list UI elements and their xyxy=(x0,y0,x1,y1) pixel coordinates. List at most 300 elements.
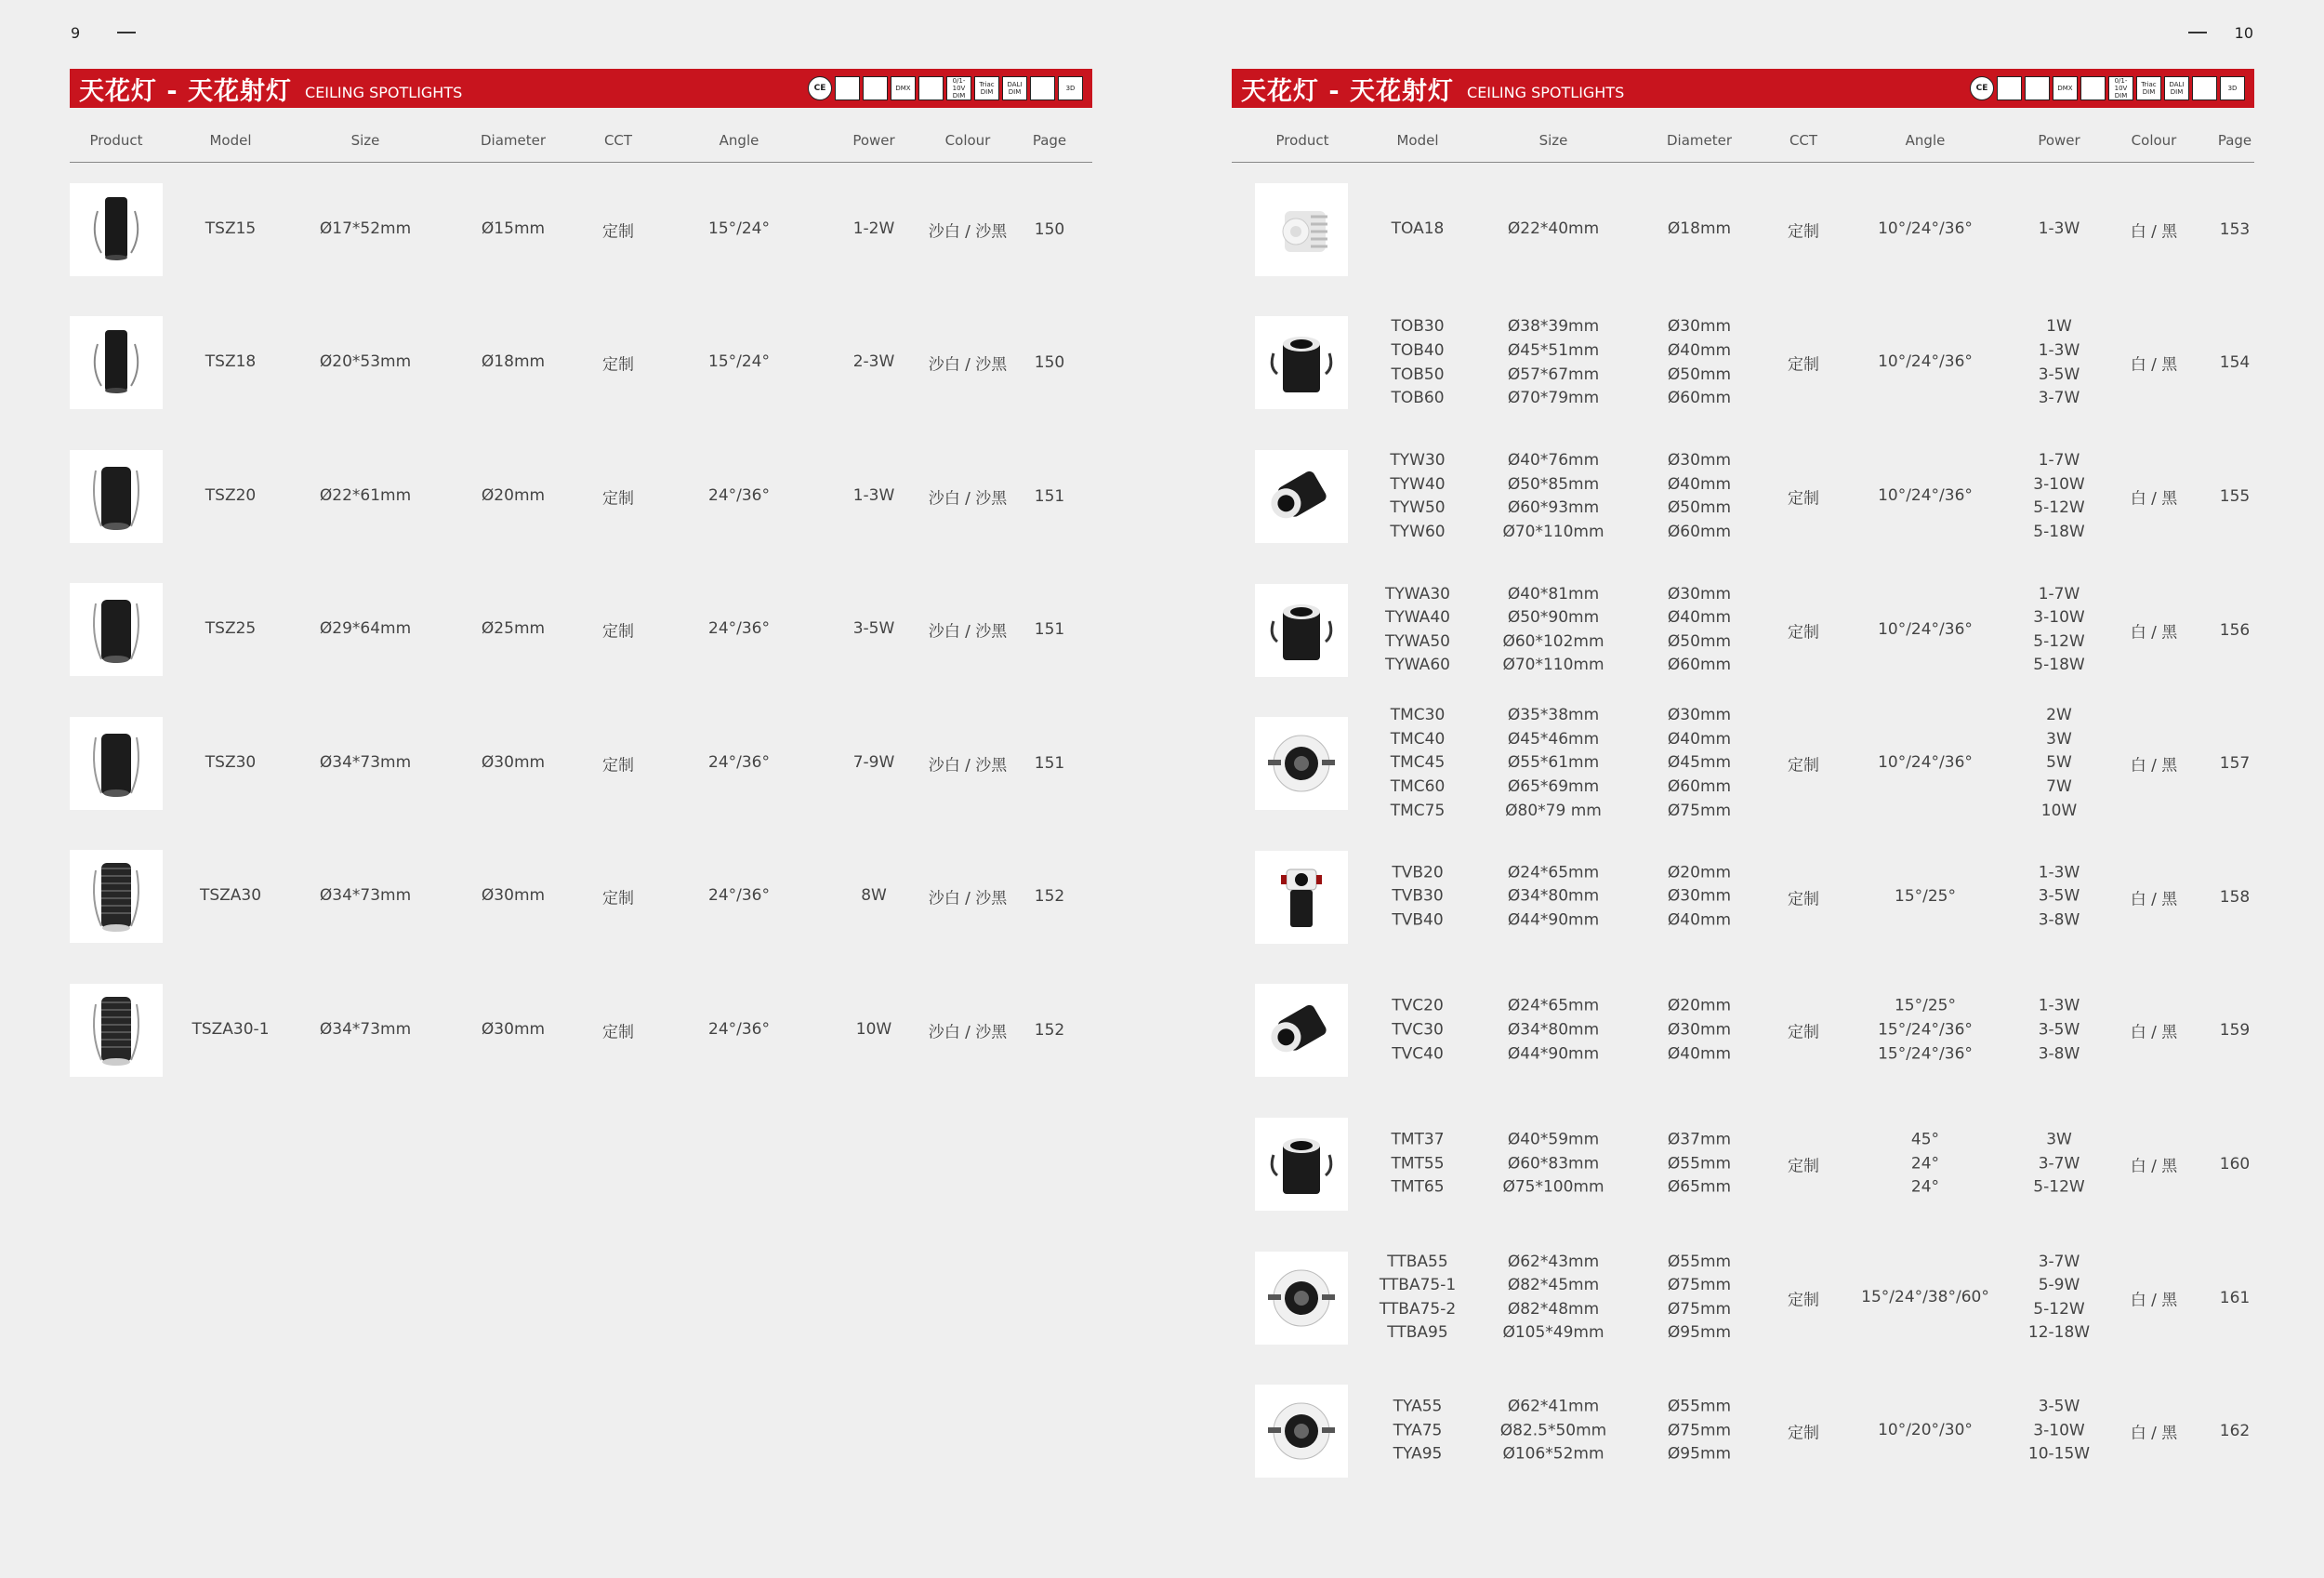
cell-power xyxy=(861,884,887,908)
cell-angle xyxy=(708,351,770,375)
cell-diameter xyxy=(1668,315,1731,410)
cell-angle-line: 24°/36° xyxy=(708,886,770,906)
column-header-model: Model xyxy=(209,132,252,149)
cell-power-line: 1-3W xyxy=(852,485,895,505)
cell-size-line: Ø34*80mm xyxy=(1507,886,1600,906)
cell-angle xyxy=(1878,1419,1973,1443)
cell-diameter-line: Ø75mm xyxy=(1667,1299,1732,1319)
cell-angle xyxy=(1878,995,1973,1067)
section-banner xyxy=(70,69,1092,108)
cell-cct: 定制 xyxy=(1788,623,1819,643)
cell-angle-line: 24° xyxy=(1910,1154,1940,1174)
cell-model-line: TVC40 xyxy=(1392,1044,1444,1064)
column-header-page: Page xyxy=(1032,132,1067,149)
cell-page: 156 xyxy=(2219,620,2251,640)
cell-angle-line: 10°/20°/30° xyxy=(1878,1421,1973,1440)
cell-power-line: 3-5W xyxy=(852,619,895,639)
cell-colour: 沙白 / 沙黑 xyxy=(928,222,1008,242)
cell-power-line: 10-15W xyxy=(2027,1444,2091,1464)
table-row xyxy=(70,963,1092,1097)
cell-size xyxy=(1508,218,1599,242)
cell-diameter-line: Ø18mm xyxy=(481,352,546,372)
cell-power-line: 2W xyxy=(2046,706,2072,725)
cell-size xyxy=(320,218,411,242)
cell-angle xyxy=(708,1018,770,1042)
cell-power-line: 5-18W xyxy=(2033,522,2085,541)
page-number-left: 9 xyxy=(71,24,81,42)
cell-diameter xyxy=(1668,218,1731,242)
cell-power-line: 3W xyxy=(2046,1130,2072,1149)
cell-size-line: Ø65*69mm xyxy=(1507,776,1600,796)
cell-page: 152 xyxy=(1034,1020,1065,1040)
cell-diameter-line: Ø45mm xyxy=(1667,753,1732,773)
cell-diameter xyxy=(1668,704,1731,823)
cell-cct: 定制 xyxy=(602,889,634,908)
white-finned-spotlight-icon xyxy=(1255,183,1348,276)
certification-badges xyxy=(808,76,1083,100)
table-row xyxy=(70,297,1092,431)
cell-size-line: Ø22*61mm xyxy=(319,485,412,505)
column-header-product: Product xyxy=(1275,132,1329,149)
cell-model-line: TYWA50 xyxy=(1385,631,1450,651)
cell-diameter xyxy=(482,751,545,776)
cell-size-line: Ø60*93mm xyxy=(1507,497,1600,517)
cell-page: 154 xyxy=(2219,353,2251,373)
cell-power-line: 5-12W xyxy=(2033,1177,2085,1197)
cell-page: 158 xyxy=(2219,887,2251,907)
certification-badges xyxy=(1970,76,2245,100)
cell-power xyxy=(2039,218,2080,242)
cell-page: 151 xyxy=(1034,486,1065,506)
cell-size-line: Ø34*73mm xyxy=(319,752,412,772)
cell-diameter xyxy=(1668,1129,1731,1200)
column-header-diameter: Diameter xyxy=(1666,132,1733,149)
table-row xyxy=(1232,163,2254,297)
cell-diameter-line: Ø60mm xyxy=(1667,388,1732,407)
cell-size-line: Ø60*83mm xyxy=(1507,1154,1600,1174)
cell-diameter-line: Ø50mm xyxy=(1667,497,1732,517)
cell-power-line: 3-8W xyxy=(2038,1044,2080,1064)
cell-power-line: 5W xyxy=(2046,753,2072,773)
badge-icon-6: Triac DIM xyxy=(974,76,999,100)
cell-model-line: TYA75 xyxy=(1393,1421,1443,1440)
column-header-diameter: Diameter xyxy=(480,132,547,149)
cell-size-line: Ø70*79mm xyxy=(1507,388,1600,407)
cell-power-line: 3-8W xyxy=(2038,910,2080,930)
cell-diameter-line: Ø65mm xyxy=(1667,1177,1732,1197)
cell-model-line: TVB30 xyxy=(1392,886,1444,906)
cell-angle xyxy=(708,617,770,642)
cell-angle xyxy=(708,884,770,908)
cell-diameter-line: Ø40mm xyxy=(1667,1044,1732,1064)
cell-diameter-line: Ø20mm xyxy=(481,485,546,505)
cell-power-line: 3-7W xyxy=(2038,1252,2080,1271)
cell-colour: 白 / 黑 xyxy=(2130,222,2178,242)
cell-size-line: Ø70*110mm xyxy=(1502,656,1604,675)
cell-size-line: Ø60*102mm xyxy=(1502,631,1604,651)
table-header xyxy=(1232,115,2254,163)
badge-icon-5: 0/1-10V DIM xyxy=(946,76,971,100)
badge-icon-5: 0/1-10V DIM xyxy=(2108,76,2133,100)
cell-diameter-line: Ø30mm xyxy=(1667,706,1732,725)
cell-angle xyxy=(1878,751,1973,776)
cell-diameter-line: Ø95mm xyxy=(1667,1323,1732,1343)
cell-diameter-line: Ø75mm xyxy=(1667,801,1732,820)
cell-power xyxy=(853,751,895,776)
cell-size-line: Ø82*45mm xyxy=(1507,1275,1600,1294)
cell-cct: 定制 xyxy=(1788,890,1819,909)
cell-size xyxy=(1502,582,1604,677)
cell-model-line: TMC40 xyxy=(1390,729,1446,749)
cell-size xyxy=(320,484,411,509)
cell-colour: 白 / 黑 xyxy=(2130,489,2178,509)
table-row xyxy=(70,430,1092,564)
page-dash-left xyxy=(117,32,136,33)
cell-power-line: 7W xyxy=(2046,776,2072,796)
cell-power xyxy=(856,1018,891,1042)
cell-power xyxy=(853,351,895,375)
cell-model-line: TVB40 xyxy=(1392,910,1444,930)
cell-power-line: 3-7W xyxy=(2038,1154,2080,1174)
cell-diameter-line: Ø40mm xyxy=(1667,474,1732,494)
cell-angle-line: 15°/24°/36° xyxy=(1878,1044,1973,1064)
black-spotlight-with-clips-icon xyxy=(70,183,163,276)
cell-power xyxy=(2039,995,2080,1067)
cell-size-line: Ø82.5*50mm xyxy=(1499,1421,1607,1440)
cell-diameter xyxy=(1668,1250,1731,1345)
cell-size-line: Ø62*43mm xyxy=(1507,1252,1600,1271)
cell-model-line: TYWA40 xyxy=(1385,607,1450,627)
cell-colour: 沙白 / 沙黑 xyxy=(928,756,1008,776)
cell-angle-line: 15°/24°/36° xyxy=(1878,1020,1973,1040)
cell-diameter xyxy=(482,884,545,908)
cell-size-line: Ø34*73mm xyxy=(319,1019,412,1039)
cell-model xyxy=(1393,1396,1443,1467)
table-row xyxy=(1232,830,2254,964)
cell-page: 151 xyxy=(1034,620,1065,640)
cell-size-line: Ø17*52mm xyxy=(319,219,412,238)
cell-model-line: TYW60 xyxy=(1390,522,1446,541)
table-row xyxy=(1232,564,2254,697)
cell-colour: 白 / 黑 xyxy=(2130,890,2178,909)
cell-model xyxy=(1392,218,1445,242)
badge-icon-7: DALI DIM xyxy=(1002,76,1027,100)
column-header-size: Size xyxy=(1538,132,1568,149)
cell-diameter xyxy=(1668,1396,1731,1467)
cell-angle-line: 15°/24° xyxy=(708,352,770,372)
cell-diameter xyxy=(482,351,545,375)
cell-diameter xyxy=(1668,449,1731,544)
cell-size-line: Ø35*38mm xyxy=(1507,706,1600,725)
cell-power xyxy=(853,218,895,242)
cell-model-line: TYWA30 xyxy=(1385,584,1450,603)
cell-angle xyxy=(1861,1286,1989,1310)
table-row xyxy=(70,564,1092,697)
black-cylinder-spotlight-icon xyxy=(70,717,163,810)
cell-diameter-line: Ø30mm xyxy=(481,1019,546,1039)
cell-cct: 定制 xyxy=(1788,1291,1819,1310)
cell-model xyxy=(1392,995,1444,1067)
badge-icon-7: DALI DIM xyxy=(2164,76,2189,100)
cell-model-line: TVC30 xyxy=(1392,1020,1444,1040)
cell-diameter xyxy=(1668,582,1731,677)
cell-power xyxy=(2033,449,2084,544)
cell-diameter-line: Ø20mm xyxy=(1667,996,1732,1015)
cell-model-line: TTBA95 xyxy=(1387,1323,1448,1343)
cell-model-line: TYW50 xyxy=(1390,497,1446,517)
cell-size-line: Ø40*81mm xyxy=(1507,584,1600,603)
cell-diameter xyxy=(482,617,545,642)
column-header-model: Model xyxy=(1396,132,1439,149)
badge-icon-3: DMX xyxy=(891,76,916,100)
cell-diameter-line: Ø55mm xyxy=(1667,1154,1732,1174)
cell-model-line: TYA95 xyxy=(1393,1444,1443,1464)
cell-size-line: Ø40*76mm xyxy=(1507,450,1600,470)
cell-cct: 定制 xyxy=(1788,1023,1819,1042)
cell-diameter-line: Ø20mm xyxy=(1667,863,1732,882)
cell-diameter xyxy=(482,218,545,242)
right-page xyxy=(1232,69,2254,1498)
cell-cct: 定制 xyxy=(1788,489,1819,509)
cell-diameter-line: Ø55mm xyxy=(1667,1252,1732,1271)
cell-diameter-line: Ø40mm xyxy=(1667,340,1732,360)
cell-size-line: Ø44*90mm xyxy=(1507,910,1600,930)
cell-angle-line: 24°/36° xyxy=(708,619,770,639)
cell-size xyxy=(320,751,411,776)
black-finned-spotlight-icon xyxy=(70,850,163,943)
banner-title-cn: 天花灯 - 天花射灯 xyxy=(1241,76,1455,106)
cell-model-line: TYA55 xyxy=(1393,1397,1443,1416)
cell-cct: 定制 xyxy=(1788,222,1819,242)
cell-diameter-line: Ø40mm xyxy=(1667,607,1732,627)
cell-model-line: TSZ18 xyxy=(205,352,257,372)
cell-size-line: Ø105*49mm xyxy=(1502,1323,1604,1343)
cell-diameter xyxy=(1668,861,1731,933)
cell-power-line: 3-7W xyxy=(2038,388,2080,407)
cell-angle-line: 10°/24°/36° xyxy=(1878,486,1973,506)
cell-angle-line: 45° xyxy=(1910,1130,1940,1149)
cell-power-line: 1-3W xyxy=(2038,219,2080,238)
cell-colour: 白 / 黑 xyxy=(2130,623,2178,643)
cell-size xyxy=(1500,1396,1606,1467)
cell-size xyxy=(1505,704,1602,823)
cell-model xyxy=(1391,704,1446,823)
cell-model-line: TMC30 xyxy=(1390,706,1446,725)
cell-model xyxy=(205,351,256,375)
cell-diameter-line: Ø30mm xyxy=(481,886,546,906)
cell-diameter-line: Ø15mm xyxy=(481,219,546,238)
cell-size-line: Ø106*52mm xyxy=(1502,1444,1604,1464)
cell-size-line: Ø44*90mm xyxy=(1507,1044,1600,1064)
table-row xyxy=(1232,1364,2254,1498)
cell-page: 162 xyxy=(2219,1422,2251,1441)
black-white-spotlight-icon xyxy=(1255,851,1348,944)
cell-size xyxy=(320,884,411,908)
cell-size-line: Ø55*61mm xyxy=(1507,753,1600,773)
cell-model-line: TSZA30 xyxy=(199,886,262,906)
cell-diameter-line: Ø18mm xyxy=(1667,219,1732,238)
cell-size xyxy=(1502,1129,1604,1200)
cell-size-line: Ø50*90mm xyxy=(1507,607,1600,627)
banner-title-en: CEILING SPOTLIGHTS xyxy=(305,84,463,101)
cell-angle-line: 10°/24°/36° xyxy=(1878,219,1973,238)
badge-icon-6: Triac DIM xyxy=(2136,76,2161,100)
cell-angle-line: 15°/24°/38°/60° xyxy=(1861,1287,1989,1306)
cell-angle xyxy=(1878,618,1973,643)
cell-angle xyxy=(1878,351,1973,376)
table-row xyxy=(1232,964,2254,1098)
cell-power xyxy=(2039,315,2080,410)
cell-size xyxy=(320,1018,411,1042)
cell-power-line: 8W xyxy=(861,886,887,906)
cell-power-line: 1-3W xyxy=(2038,863,2080,882)
cell-size-line: Ø45*51mm xyxy=(1507,340,1600,360)
column-header-cct: CCT xyxy=(603,132,633,149)
cell-size-line: Ø29*64mm xyxy=(319,619,412,639)
badge-icon-8 xyxy=(1030,76,1055,100)
cell-angle-line: 10°/24°/36° xyxy=(1878,352,1973,372)
cell-power xyxy=(2033,1129,2084,1200)
cell-size-line: Ø80*79 mm xyxy=(1505,801,1602,820)
cell-model-line: TMC60 xyxy=(1390,776,1446,796)
badge-icon-0: CE xyxy=(1970,76,1994,100)
cell-model xyxy=(205,617,256,642)
banner-title-en: CEILING SPOTLIGHTS xyxy=(1467,84,1625,101)
cell-power-line: 1-3W xyxy=(2038,340,2080,360)
black-cylinder-spotlight-icon xyxy=(70,450,163,543)
cell-angle-line: 24° xyxy=(1910,1177,1940,1197)
cell-diameter-line: Ø30mm xyxy=(1667,584,1732,603)
section-banner xyxy=(1232,69,2254,108)
cell-power-line: 5-18W xyxy=(2033,656,2085,675)
cell-size xyxy=(1508,861,1599,933)
cell-size-line: Ø24*65mm xyxy=(1507,863,1600,882)
table-row xyxy=(1232,430,2254,564)
cell-diameter-line: Ø60mm xyxy=(1667,656,1732,675)
cell-page: 150 xyxy=(1034,219,1065,239)
cell-size-line: Ø62*41mm xyxy=(1507,1397,1600,1416)
cell-power-line: 3-10W xyxy=(2033,607,2085,627)
cell-colour: 沙白 / 沙黑 xyxy=(928,889,1008,908)
column-header-product: Product xyxy=(89,132,143,149)
badge-icon-1 xyxy=(835,76,860,100)
black-spotlight-with-clips-icon xyxy=(70,316,163,409)
cell-model-line: TOB30 xyxy=(1391,317,1445,337)
cell-model-line: TYW40 xyxy=(1390,474,1446,494)
cell-model-line: TSZ15 xyxy=(205,219,257,238)
badge-icon-4 xyxy=(918,76,944,100)
cell-page: 152 xyxy=(1034,887,1065,907)
cell-diameter-line: Ø50mm xyxy=(1667,631,1732,651)
badge-icon-4 xyxy=(2080,76,2106,100)
cell-size xyxy=(320,351,411,375)
cell-model-line: TOB50 xyxy=(1391,365,1445,384)
cell-cct: 定制 xyxy=(1788,1424,1819,1443)
cell-power xyxy=(2028,1396,2090,1467)
cell-size-line: Ø34*73mm xyxy=(319,886,412,906)
cell-size-line: Ø70*110mm xyxy=(1502,522,1604,541)
cell-diameter-line: Ø40mm xyxy=(1667,910,1732,930)
cell-cct: 定制 xyxy=(1788,756,1819,776)
cell-size-line: Ø22*40mm xyxy=(1507,219,1600,238)
column-header-page: Page xyxy=(2217,132,2252,149)
cell-cct: 定制 xyxy=(602,756,634,776)
cell-model xyxy=(1390,449,1445,544)
cell-colour: 白 / 黑 xyxy=(2130,1424,2178,1443)
cell-power xyxy=(2041,704,2077,823)
cell-power-line: 10W xyxy=(855,1019,892,1039)
table-row xyxy=(1232,1097,2254,1231)
cell-size-line: Ø38*39mm xyxy=(1507,317,1600,337)
badge-icon-2 xyxy=(2025,76,2050,100)
cell-power-line: 3-5W xyxy=(2038,365,2080,384)
column-header-power: Power xyxy=(852,132,895,149)
cell-page: 150 xyxy=(1034,353,1065,373)
badge-icon-9: 3D xyxy=(1058,76,1083,100)
cell-cct: 定制 xyxy=(602,1023,634,1042)
cell-model xyxy=(205,484,256,509)
cell-size xyxy=(1508,315,1599,410)
cell-page: 159 xyxy=(2219,1021,2251,1041)
cell-angle-line: 10°/24°/36° xyxy=(1878,753,1973,773)
cell-model-line: TOA18 xyxy=(1391,219,1445,238)
cell-size-line: Ø20*53mm xyxy=(319,352,412,372)
cell-page: 161 xyxy=(2219,1288,2251,1307)
cell-colour: 白 / 黑 xyxy=(2130,1157,2178,1176)
cell-power-line: 3-5W xyxy=(2038,1020,2080,1040)
page-dash-right xyxy=(2188,32,2207,33)
cell-page: 153 xyxy=(2219,219,2251,239)
cell-diameter-line: Ø95mm xyxy=(1667,1444,1732,1464)
cell-power xyxy=(2028,1250,2090,1345)
cell-model xyxy=(1391,315,1444,410)
cell-model xyxy=(1385,582,1450,677)
page-number-right: 10 xyxy=(2234,24,2253,42)
cell-model xyxy=(205,218,256,242)
badge-icon-3: DMX xyxy=(2053,76,2078,100)
cell-power-line: 12-18W xyxy=(2027,1323,2091,1343)
table-header xyxy=(70,115,1092,163)
column-header-power: Power xyxy=(2038,132,2080,149)
cell-diameter xyxy=(482,1018,545,1042)
cell-power-line: 2-3W xyxy=(852,352,895,372)
cell-angle-line: 15°/25° xyxy=(1894,996,1956,1015)
cell-diameter-line: Ø30mm xyxy=(1667,886,1732,906)
cell-power xyxy=(2039,861,2080,933)
cell-power-line: 7-9W xyxy=(852,752,895,772)
cell-colour: 沙白 / 沙黑 xyxy=(928,1023,1008,1042)
cell-power-line: 1-7W xyxy=(2038,584,2080,603)
cell-model-line: TSZ25 xyxy=(205,619,257,639)
column-header-colour: Colour xyxy=(2131,132,2177,149)
cell-diameter-line: Ø40mm xyxy=(1667,729,1732,749)
cell-power xyxy=(853,617,895,642)
cell-angle xyxy=(1895,885,1956,909)
table-row xyxy=(70,830,1092,964)
black-finned-spotlight-icon xyxy=(70,984,163,1077)
cell-model-line: TSZ30 xyxy=(205,752,257,772)
banner-title-cn: 天花灯 - 天花射灯 xyxy=(79,76,293,106)
cell-angle-line: 10°/24°/36° xyxy=(1878,619,1973,639)
cell-cct: 定制 xyxy=(602,622,634,642)
cell-model-line: TYW30 xyxy=(1390,450,1446,470)
cell-size xyxy=(1508,995,1599,1067)
cell-colour: 沙白 / 沙黑 xyxy=(928,355,1008,375)
table-row xyxy=(1232,1231,2254,1365)
cell-size xyxy=(320,617,411,642)
cell-diameter xyxy=(482,484,545,509)
white-round-spotlight-icon xyxy=(1255,1385,1348,1478)
